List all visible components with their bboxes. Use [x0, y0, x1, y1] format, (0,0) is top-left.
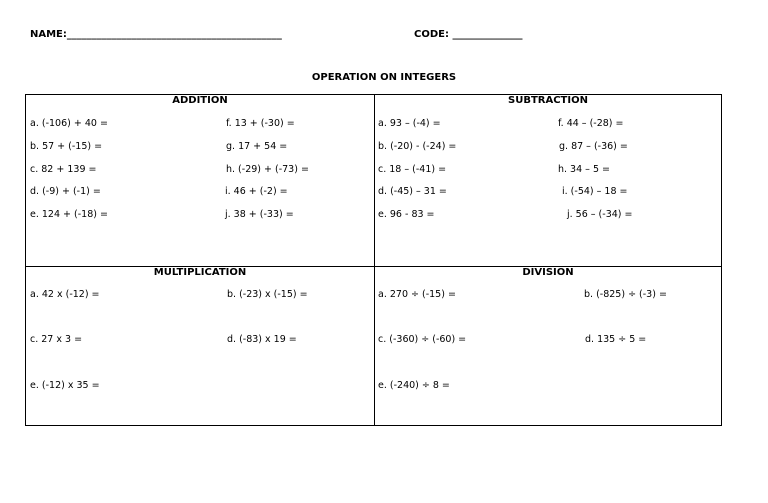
addition-item: h. (-29) + (-73) =	[226, 164, 309, 175]
operations-grid	[25, 94, 722, 426]
subtraction-item: c. 18 – (-41) =	[378, 164, 447, 175]
subtraction-item: h. 34 – 5 =	[558, 164, 610, 175]
division-item: a. 270 ÷ (-15) =	[378, 289, 456, 300]
subtraction-heading: SUBTRACTION	[508, 95, 588, 106]
code-field[interactable]: CODE: ______________	[414, 29, 523, 40]
subtraction-item: g. 87 – (-36) =	[559, 141, 628, 152]
addition-item: a. (-106) + 40 =	[30, 118, 108, 129]
addition-item: g. 17 + 54 =	[226, 141, 288, 152]
worksheet-title: OPERATION ON INTEGERS	[311, 72, 457, 83]
multiplication-item: e. (-12) x 35 =	[30, 380, 100, 391]
name-field[interactable]: NAME:___________________________________________	[30, 29, 282, 40]
division-item: c. (-360) ÷ (-60) =	[378, 334, 467, 345]
multiplication-heading: MULTIPLICATION	[153, 267, 247, 278]
addition-item: i. 46 + (-2) =	[225, 186, 288, 197]
division-item: b. (-825) ÷ (-3) =	[584, 289, 667, 300]
division-heading: DIVISION	[522, 267, 574, 278]
addition-item: d. (-9) + (-1) =	[30, 186, 101, 197]
addition-item: f. 13 + (-30) =	[226, 118, 295, 129]
multiplication-item: b. (-23) x (-15) =	[227, 289, 308, 300]
multiplication-item: d. (-83) x 19 =	[227, 334, 297, 345]
subtraction-item: j. 56 – (-34) =	[567, 209, 633, 220]
addition-heading: ADDITION	[172, 95, 228, 106]
subtraction-item: a. 93 – (-4) =	[378, 118, 441, 129]
multiplication-item: c. 27 x 3 =	[30, 334, 83, 345]
addition-item: c. 82 + 139 =	[30, 164, 97, 175]
subtraction-item: b. (-20) - (-24) =	[378, 141, 457, 152]
multiplication-item: a. 42 x (-12) =	[30, 289, 100, 300]
division-item: d. 135 ÷ 5 =	[585, 334, 647, 345]
subtraction-item: d. (-45) – 31 =	[378, 186, 447, 197]
division-item: e. (-240) ÷ 8 =	[378, 380, 450, 391]
subtraction-item: f. 44 – (-28) =	[558, 118, 624, 129]
addition-item: j. 38 + (-33) =	[225, 209, 294, 220]
subtraction-item: e. 96 - 83 =	[378, 209, 435, 220]
addition-item: b. 57 + (-15) =	[30, 141, 103, 152]
subtraction-item: i. (-54) – 18 =	[562, 186, 628, 197]
vertical-divider	[374, 95, 375, 425]
addition-item: e. 124 + (-18) =	[30, 209, 108, 220]
